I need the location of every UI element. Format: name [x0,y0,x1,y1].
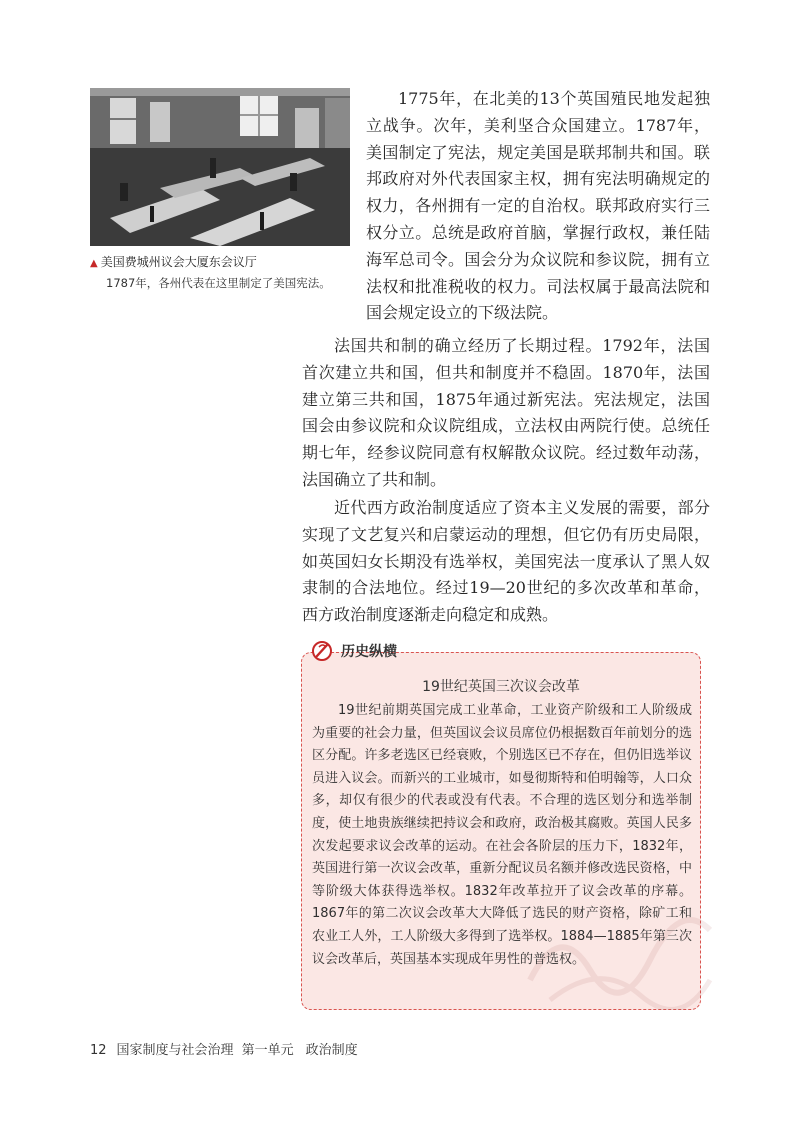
sidebar-box-label: 历史纵横 [341,644,397,660]
unit-title: 政治制度 [305,1043,358,1058]
paragraph-french-republic: 法国共和制的确立经历了长期过程。1792年，法国首次建立共和国，但共和制度并不稳固。1870年，法国建立第三共和国，1875年通过新宪法。宪法规定，法国国会由参议院和众议院组成，立法权由两院行使。总统任期七年，经参议院同意有权解散众议院。经过数年动荡，法国确立了共和制。 [302,336,710,489]
caption-subtitle: 1787年，各州代表在这里制定了美国宪法。 [106,276,331,290]
history-badge-icon [311,640,333,662]
page-number: 12 [90,1043,107,1058]
sidebar-box-title: 19世纪英国三次议会改革 [422,679,580,695]
caption-title: 美国费城州议会大厦东会议厅 [100,255,257,269]
paragraph-us-constitution: 1775年，在北美的13个英国殖民地发起独立战争。次年，美利坚合众国建立。1787年，美国制定了宪法，规定美国是联邦制共和国。联邦政府对外代表国家主权，拥有宪法明确规定的权力，各州拥有一定的自治权。联邦政府实行三权分立。总统是政府首脑，掌握行政权，兼任陆海军总司令。国会分为众议院和参议院，拥有立法权和批准税收的权力。司法权属于最高法院和国会规定设立的下级法院。 [366,89,710,323]
page-footer [90,1039,358,1058]
sidebar-box-header [311,640,397,662]
photo-caption [90,254,360,292]
unit-label: 第一单元 [241,1043,294,1058]
book-title: 国家制度与社会治理 [116,1043,234,1058]
sidebar-box-body: 19世纪前期英国完成工业革命，工业资产阶级和工人阶级成为重要的社会力量，但英国议会议员席位仍根据数百年前划分的选区分配。许多老选区已经衰败，个别选区已不存在，但仍旧选举议员进入议会。而新兴的工业城市，如曼彻斯特和伯明翰等，人口众多，却仅有很少的代表或没有代表。不合理的选区划分和选举制度，使土地贵族继续把持议会和政府，政治极其腐败。英国人民多次发起要求议会改革的运动。在社会各阶层的压力下，1832年，英国进行第一次议会改革，重新分配议员名额并修改选民资格，中等阶级大体获得选举权。1832年改革拉开了议会改革的序幕。1867年的第二次议会改革大大降低了选民的财产资格，除矿工和农业工人外，工人阶级大多得到了选举权。1884—1885年第三次议会改革后，英国基本实现成年男性的普选权。 [312,703,692,967]
triangle-marker-icon: ▲ [90,258,98,269]
paragraph-western-political-system: 近代西方政治制度适应了资本主义发展的需要，部分实现了文艺复兴和启蒙运动的理想，但它仍有历史局限，如英国妇女长期没有选举权，美国宪法一度承认了黑人奴隶制的合法地位。经过19—20世纪的多次改革和革命，西方政治制度逐渐走向稳定和成熟。 [302,498,710,625]
assembly-hall-photo [90,88,350,246]
